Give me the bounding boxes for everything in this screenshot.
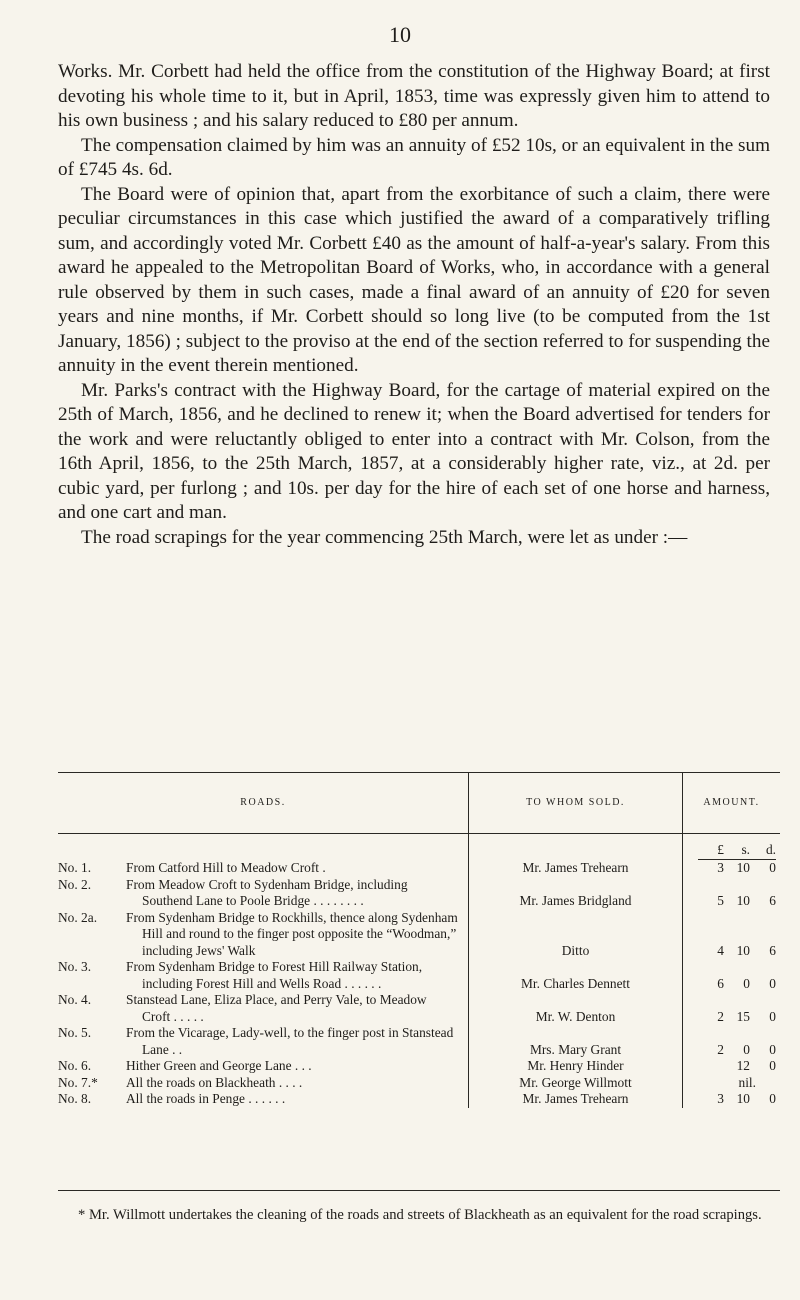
amount-pounds: 6 — [717, 975, 724, 991]
buyer-name: Mr. George Willmott — [469, 1075, 683, 1092]
road-number: No. 4. — [58, 992, 92, 1007]
amount — [683, 860, 780, 877]
amount-shillings: 15 — [736, 1008, 750, 1024]
table-row — [58, 1075, 780, 1092]
amount-pounds — [698, 1058, 724, 1075]
unit-pounds: £ — [698, 842, 724, 861]
buyer-name: Mr. Charles Dennett — [469, 959, 683, 992]
amount-pounds: 5 — [717, 893, 724, 908]
table-body — [58, 834, 780, 1108]
buyer-name: Mr. W. Denton — [469, 992, 683, 1025]
paragraph: The Board were of opinion that, apart from the exorbitance of such a claim, there were peculiar circumstances in this case which justified the award of a comparatively trifling sum, and accordingly voted Mr. Corbett £40 as the amount of half-a-year's salary. From this award he appealed to the Metropolitan Board of Works, who, in accordance with a general rule observed by them in such cases, made a final award of an annuity of £20 for seven years and nine months, if Mr. Corbett should so long live (to be computed from the 1st January, 1856) ; subject to the proviso at the end of the section referred to for suspending the annuity in the event therein mentioned. — [58, 183, 770, 376]
table-row — [58, 877, 780, 910]
table-row — [58, 910, 780, 960]
unit-shillings: s. — [724, 842, 750, 861]
amount-shillings: 10 — [736, 860, 750, 875]
table-bottom-rule — [58, 1190, 780, 1191]
buyer-name: Ditto — [469, 910, 683, 960]
road-number: No. 8. — [58, 1091, 92, 1106]
road-description: From the Vicarage, Lady-well, to the finger post in Stanstead Lane . . — [126, 1025, 454, 1057]
road-description: From Catford Hill to Meadow Croft . — [126, 860, 326, 875]
amount-shillings: 10 — [736, 1091, 750, 1106]
header-amount: AMOUNT. — [683, 773, 781, 834]
body-text — [58, 60, 770, 550]
road-description: Stanstead Lane, Eliza Place, and Perry Vale, to Meadow Croft . . . . . — [126, 992, 427, 1024]
road-number: No. 2a. — [58, 909, 98, 925]
paragraph: Mr. Parks's contract with the Highway Board, for the cartage of material expired on the 25th of March, 1856, and he declined to renew it; when the Board advertised for tenders for the work and were reluctantly obliged to enter into a contract with Mr. Colson, from the 16th April, 1856, to the 25th March, 1857, at a considerably higher rate, viz., at 2d. per cubic yard, per furlong ; and 10s. per day for the hire of each set of one horse and harness, and one cart and man. — [58, 379, 770, 523]
paragraph: The compensation claimed by him was an annuity of £52 10s, or an equivalent in the sum of £745 4s. 6d. — [58, 134, 770, 180]
buyer-name: Mrs. Mary Grant — [469, 1025, 683, 1058]
buyer-name: Mr. James Trehearn — [469, 860, 683, 877]
amount — [683, 943, 780, 960]
amount-pence: 6 — [769, 893, 776, 908]
amount-pence: 0 — [769, 1058, 776, 1073]
amount-shillings: 12 — [736, 1058, 750, 1073]
amount-pence: 0 — [769, 860, 776, 875]
table-row — [58, 992, 780, 1025]
amount-pounds: 3 — [717, 1091, 724, 1106]
table-row — [58, 1091, 780, 1108]
road-number: No. 1. — [58, 860, 92, 875]
amount-shillings: 10 — [736, 893, 750, 908]
amount-pounds: 2 — [717, 1008, 724, 1024]
table-header-row — [58, 773, 780, 834]
amount-pence: 0 — [769, 1091, 776, 1106]
amount-pounds: 3 — [717, 860, 724, 875]
road-description: All the roads on Blackheath . . . . — [126, 1074, 303, 1090]
road-description: From Sydenham Bridge to Forest Hill Railway Station, including Forest Hill and Wells Road . . . . . . — [126, 959, 423, 991]
amount-pounds: 2 — [717, 1041, 724, 1057]
amount — [683, 1009, 780, 1026]
amount-nil: nil. — [738, 1074, 756, 1090]
table-row — [58, 860, 780, 877]
road-number: No. 6. — [58, 1058, 92, 1073]
amount-shillings: 0 — [743, 975, 750, 991]
amount — [683, 893, 780, 910]
table-row — [58, 1025, 780, 1058]
amount-pence: 0 — [769, 975, 776, 991]
table-row — [58, 1058, 780, 1075]
amount-pence: 6 — [769, 942, 776, 958]
road-number: No. 7.* — [58, 1074, 98, 1090]
buyer-name: Mr. James Trehearn — [469, 1091, 683, 1108]
header-roads: ROADS. — [58, 773, 469, 834]
currency-units-row — [58, 834, 780, 861]
road-description: All the roads in Penge . . . . . . — [126, 1091, 286, 1106]
unit-pence: d. — [750, 842, 776, 861]
amount — [683, 1058, 780, 1075]
amount-pounds: 4 — [717, 942, 724, 958]
amount-shillings: 0 — [743, 1041, 750, 1057]
header-buyer: TO WHOM SOLD. — [469, 773, 683, 834]
amount-pence: 0 — [769, 1041, 776, 1057]
amount-shillings: 10 — [736, 942, 750, 958]
table-row — [58, 959, 780, 992]
road-description: Hither Green and George Lane . . . — [126, 1058, 312, 1073]
road-scrapings-table — [58, 772, 780, 1108]
footnote: * Mr. Willmott undertakes the cleaning of the roads and streets of Blackheath as an equivalent for the road scrapings. — [78, 1207, 762, 1223]
road-number: No. 2. — [58, 876, 92, 892]
amount — [683, 1042, 780, 1059]
amount — [683, 1091, 780, 1108]
road-description: From Meadow Croft to Sydenham Bridge, including Southend Lane to Poole Bridge . . . . . . . . — [126, 876, 408, 908]
buyer-name: Mr. James Bridgland — [469, 877, 683, 910]
paragraph: The road scrapings for the year commencing 25th March, were let as under :— — [81, 526, 688, 548]
amount-pence: 0 — [769, 1008, 776, 1024]
buyer-name: Mr. Henry Hinder — [469, 1058, 683, 1075]
road-description: From Sydenham Bridge to Rockhills, thence along Sydenham Hill and round to the finger post opposite the “Woodman,” including Jews' Walk — [126, 909, 458, 958]
paragraph: Works. Mr. Corbett had held the office from the constitution of the Highway Board; at first devoting his whole time to it, but in April, 1853, time was expressly given him to attend to his own business ; and his salary reduced to £80 per annum. — [58, 61, 770, 131]
road-number: No. 5. — [58, 1025, 92, 1040]
road-number: No. 3. — [58, 959, 92, 974]
page-number: 10 — [389, 22, 411, 47]
amount — [683, 976, 780, 993]
